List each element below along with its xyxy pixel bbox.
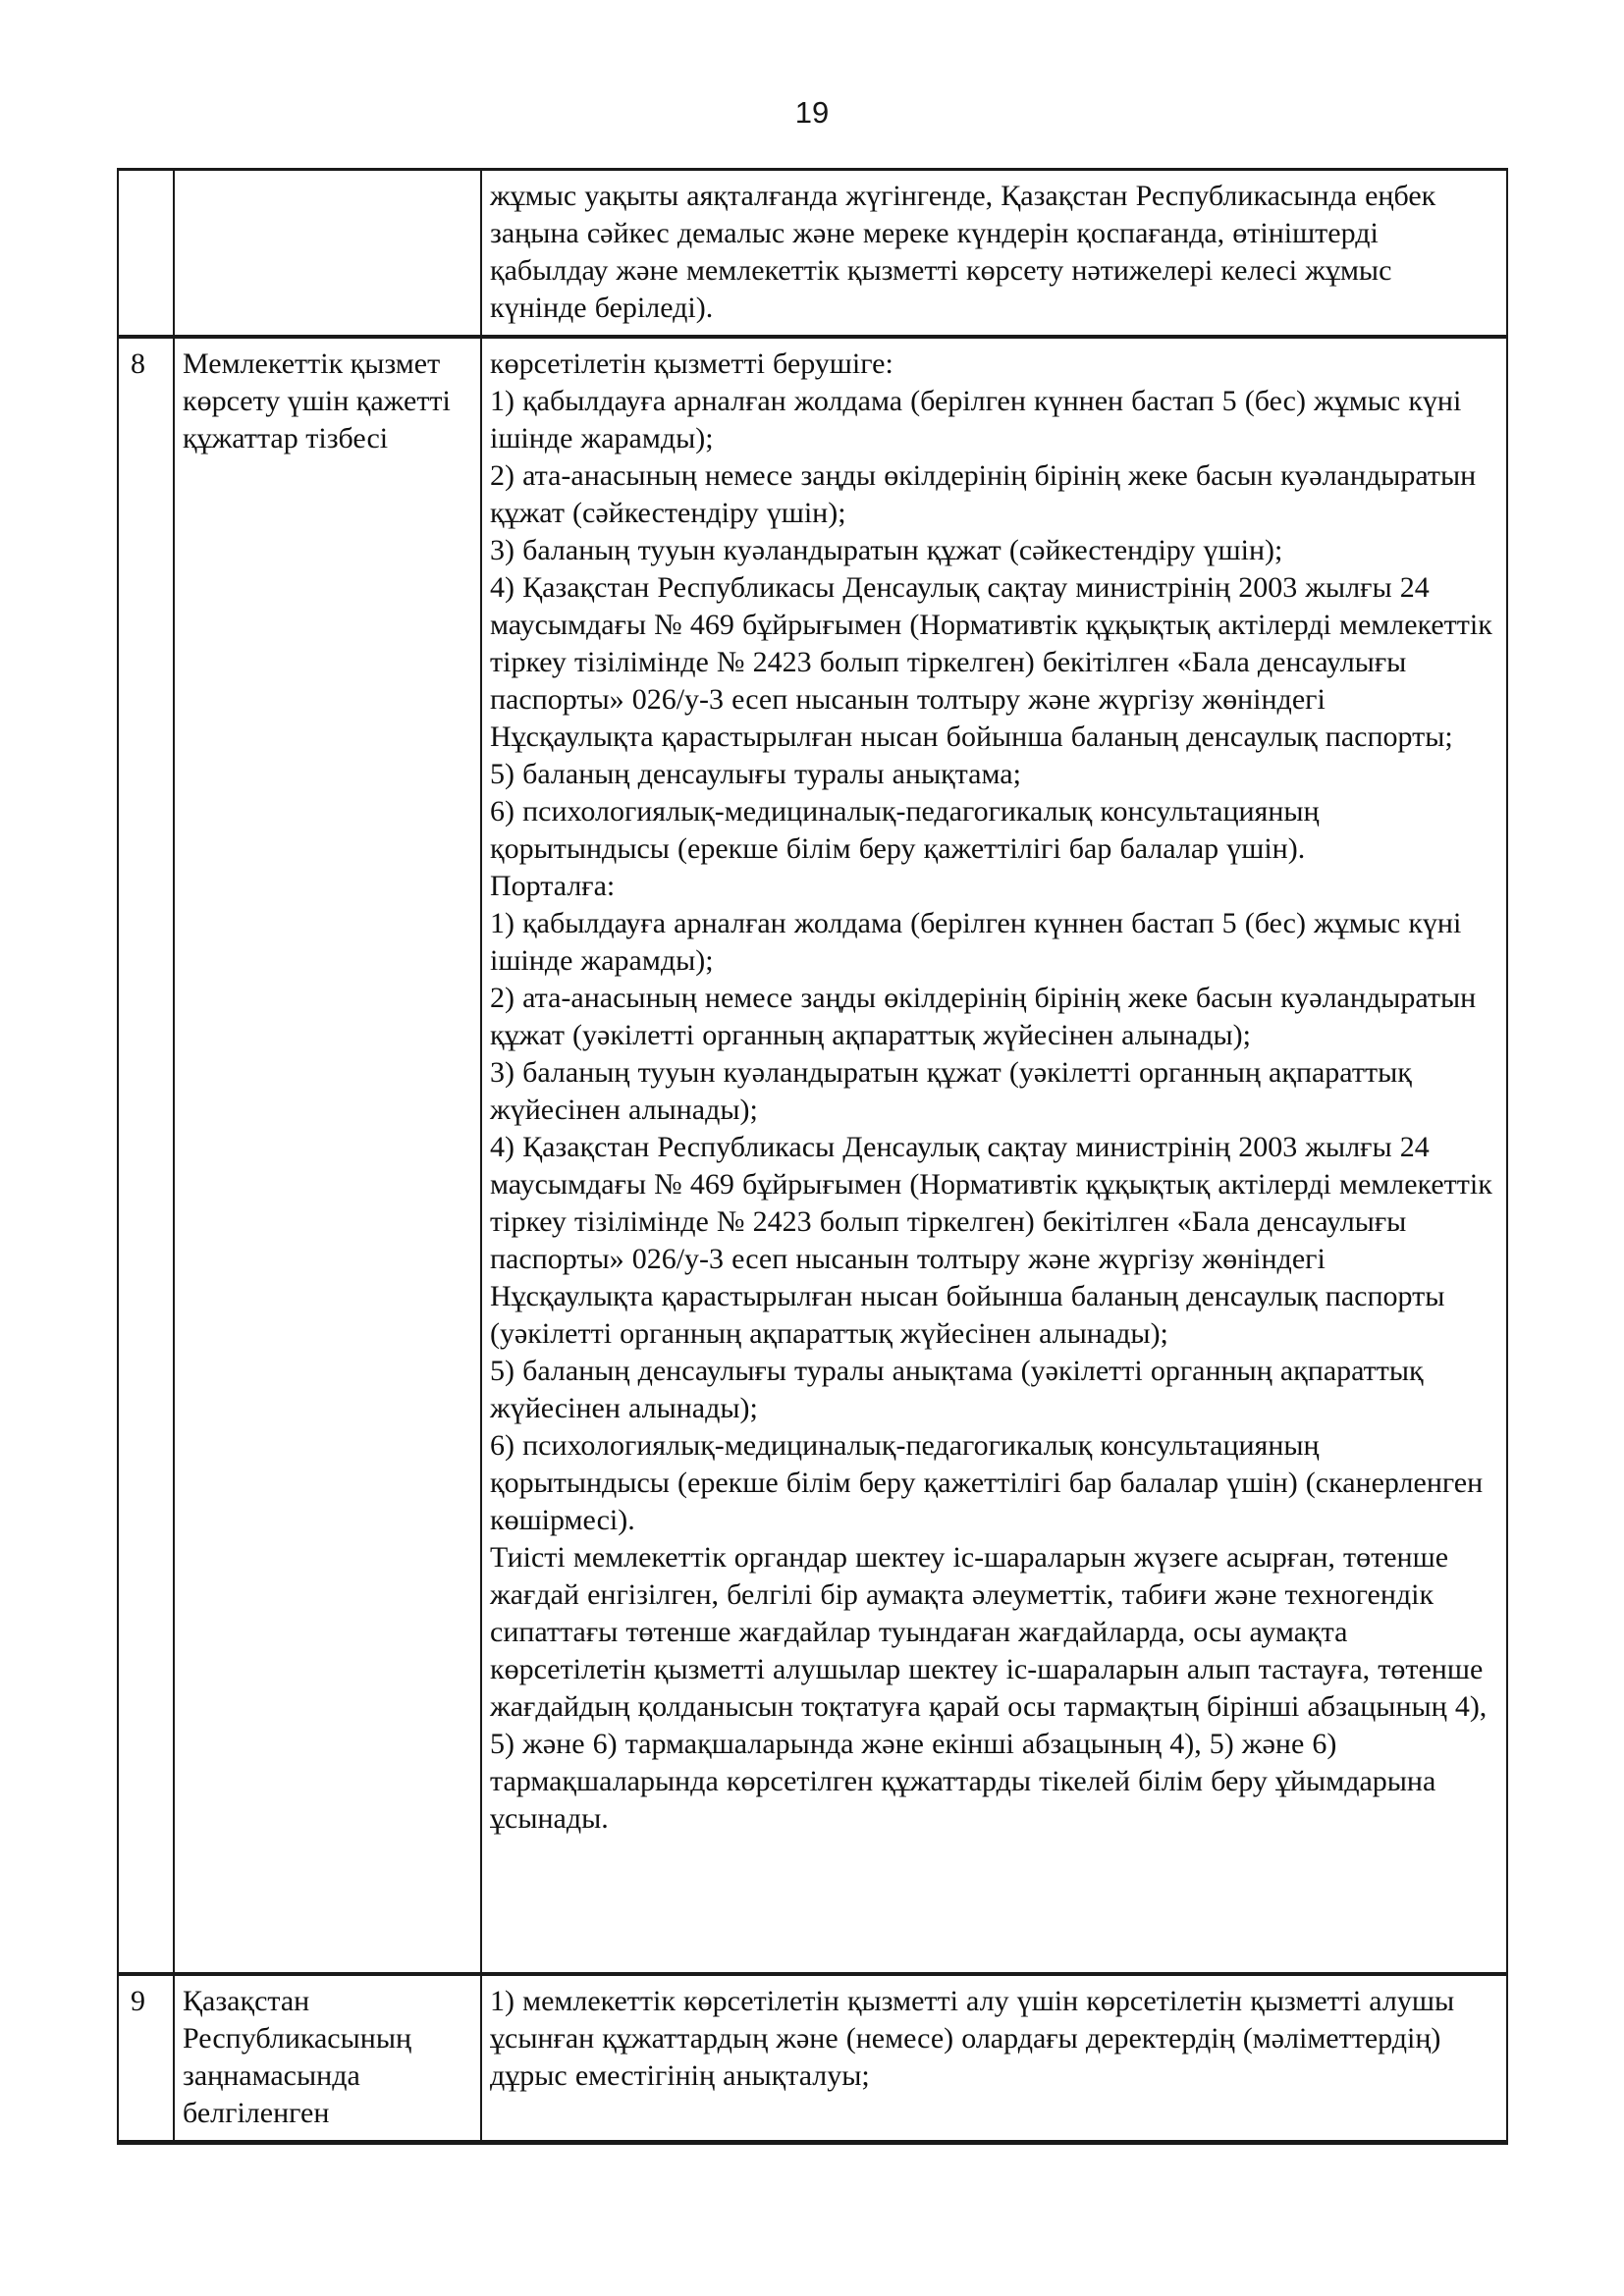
row-title-cell: Қазақстан Республикасының заңнамасында белгіленген xyxy=(175,1976,482,2140)
paragraph: 4) Қазақстан Республикасы Денсаулық сақтау министрінің 2003 жылғы 24 маусымдағы № 469 бұйрығымен (Нормативтік құқықтық актілерді мемлекеттік тіркеу тізілімінде № 2423 болып тіркелген) бекітілген «Бала денсаулығы паспорты» 026/у-3 есеп нысанын толтыру және жүргізу жөніндегі Нұсқаулықта қарастырылған нысан бойынша баланың денсаулық паспорты (уәкілетті органның ақпараттық жүйесінен алынады); xyxy=(490,1131,1492,1350)
row-number-cell: 8 xyxy=(119,339,175,1972)
table-row xyxy=(119,1976,1506,2140)
paragraph: көрсетілетін қызметті берушіге: xyxy=(490,347,893,380)
paragraph: 4) Қазақстан Республикасы Денсаулық сақтау министрінің 2003 жылғы 24 маусымдағы № 469 бұйрығымен (Нормативтік құқықтық актілерді мемлекеттік тіркеу тізілімінде № 2423 болып тіркелген) бекітілген «Бала денсаулығы паспорты» 026/у-3 есеп нысанын толтыру және жүргізу жөніндегі Нұсқаулықта қарастырылған нысан бойынша баланың денсаулық паспорты; xyxy=(490,571,1492,753)
paragraph: 1) мемлекеттік көрсетілетін қызметті алу үшін көрсетілетін қызметті алушы ұсынған құжаттардың және (немесе) олардағы деректердің (мәліметтердің) дұрыс еместігінің анықталуы; xyxy=(490,1985,1455,2092)
paragraph: 2) ата-анасының немесе заңды өкілдерінің бірінің жеке басын куәландыратын құжат (уәкілетті органның ақпараттық жүйесінен алынады); xyxy=(490,982,1477,1051)
paragraph: 1) қабылдауға арналған жолдама (берілген күннен бастап 5 (бес) жұмыс күні ішінде жарамды); xyxy=(490,385,1462,454)
paragraph: 6) психологиялық-медициналық-педагогикалық консультацияның қорытындысы (ерекше білім беру қажеттілігі бар балалар үшін) (сканерленген көшірмесі). xyxy=(490,1429,1484,1536)
paragraph: 1) қабылдауға арналған жолдама (берілген күннен бастап 5 (бес) жұмыс күні ішінде жарамды); xyxy=(490,907,1462,977)
paragraph: 5) баланың денсаулығы туралы анықтама; xyxy=(490,758,1021,790)
row-content-cell xyxy=(482,339,1506,1972)
table-row xyxy=(119,339,1506,1976)
page-number: 19 xyxy=(794,95,830,130)
row-content-cell xyxy=(482,171,1506,335)
paragraph: 2) ата-анасының немесе заңды өкілдерінің бірінің жеке басын куәландыратын құжат (сәйкестендіру үшін); xyxy=(490,459,1477,529)
services-table xyxy=(117,168,1508,2145)
paragraph: Тиісті мемлекеттік органдар шектеу іс-шараларын жүзеге асырған, төтенше жағдай енгізілген, белгілі бір аумақта әлеуметтік, табиғи және техногендік сипаттағы төтенше жағдайлар туындаған жағдайларда, осы аумақта көрсетілетін қызметті алушылар шектеу іс-шараларын алып тастауға, төтенше жағдайдың қолданысын тоқтатуға қарай осы тармақтың бірінші абзацының 4), 5) және 6) тармақшаларында және екінші абзацының 4), 5) және 6) тармақшаларында көрсетілген құжаттарды тікелей білім беру ұйымдарына ұсынады. xyxy=(490,1541,1488,1835)
row-number-cell xyxy=(119,171,175,335)
paragraph: Порталға: xyxy=(490,870,616,902)
row-content-cell xyxy=(482,1976,1506,2140)
row-title-cell: Мемлекеттік қызмет көрсету үшін қажетті құжаттар тізбесі xyxy=(175,339,482,1972)
row-title-cell xyxy=(175,171,482,335)
table-row xyxy=(119,171,1506,339)
paragraph: 6) психологиялық-медициналық-педагогикалық консультацияның қорытындысы (ерекше білім беру қажеттілігі бар балалар үшін). xyxy=(490,795,1320,865)
paragraph: 5) баланың денсаулығы туралы анықтама (уәкілетті органның ақпараттық жүйесінен алынады); xyxy=(490,1355,1424,1424)
paragraph: жұмыс уақыты аяқталғанда жүгінгенде, Қазақстан Республикасында еңбек заңына сәйкес демалыс және мереке күндерін қоспағанда, өтініштерді қабылдау және мемлекеттік қызметті көрсету нәтижелері келесі жұмыс күнінде беріледі). xyxy=(490,180,1436,324)
paragraph: 3) баланың тууын куәландыратын құжат (уәкілетті органның ақпараттық жүйесінен алынады); xyxy=(490,1056,1412,1126)
paragraph: 3) баланың тууын куәландыратын құжат (сәйкестендіру үшін); xyxy=(490,534,1283,566)
row-number-cell: 9 xyxy=(119,1976,175,2140)
